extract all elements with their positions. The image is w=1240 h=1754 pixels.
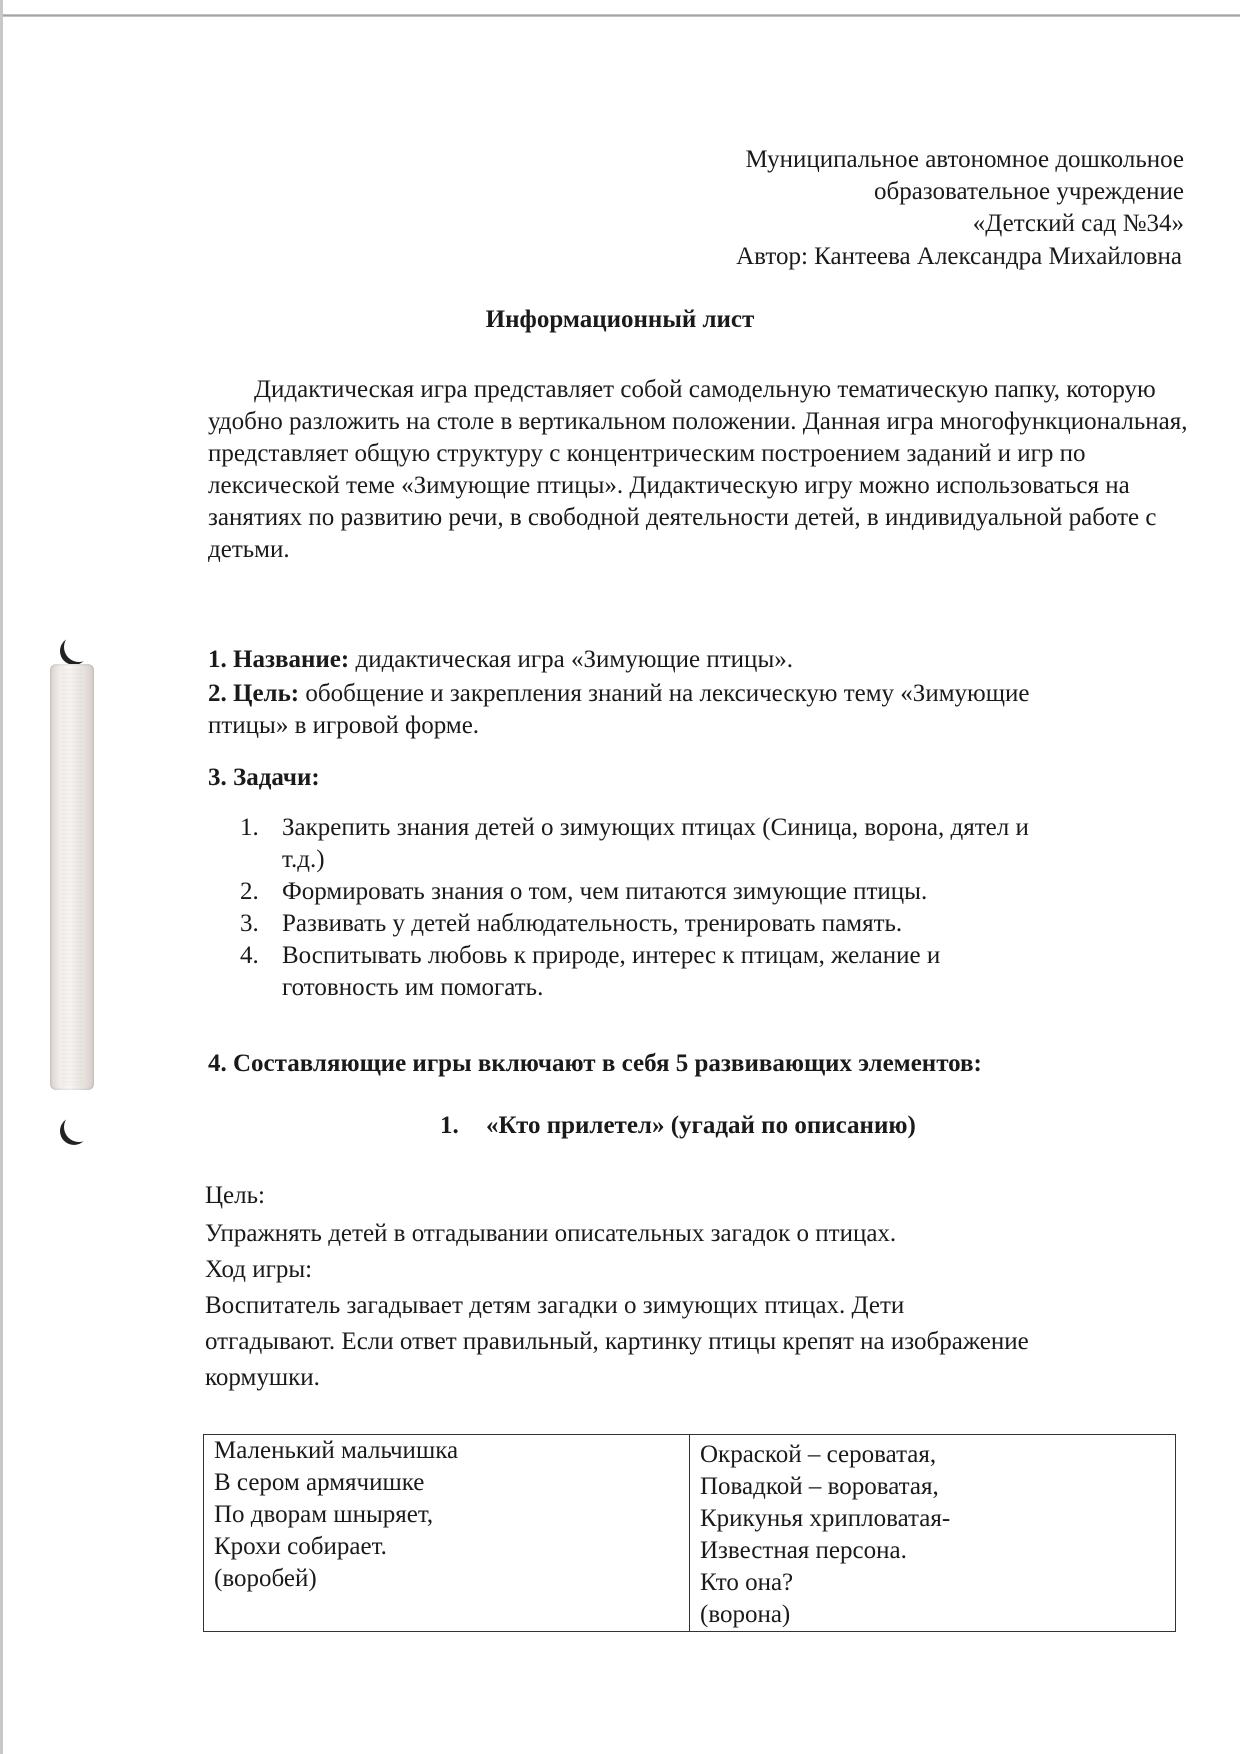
riddle-line: Известная персона. [700, 1537, 907, 1564]
goal-section [208, 678, 1029, 710]
tasks-label [208, 762, 320, 794]
org-line-2: образовательное учреждение [873, 178, 1184, 205]
riddle-answer: (ворона) [700, 1601, 791, 1628]
goal-label: 2. Цель: [208, 680, 300, 707]
list-item [240, 812, 1180, 876]
goal-value-line2: птицы» в игровой форме. [208, 712, 480, 739]
game-goal-label: Цель: [205, 1182, 265, 1209]
components-label: 4. Составляющие игры включают в себя 5 развивающих элементов: [208, 1050, 982, 1077]
riddle-cell-right [690, 1435, 1176, 1632]
name-section [208, 644, 793, 676]
list-item-text: Закрепить знания детей о зимующих птицах (Синица, ворона, дятел и [282, 814, 1029, 841]
list-item-text: Формировать знания о том, чем питаются зимующие птицы. [282, 878, 928, 905]
intro-text: Дидактическая игра представляет собой самодельную тематическую папку, которую удобно разложить на столе в вертикальном положении. Данная игра многофункциональная, представляет общую структуру с концентрическим построением заданий и игр по лексической теме «Зимующие птицы». Дидактическую игру можно использоваться на занятиях по развитию речи, в свободной деятельности детей, в индивидуальной работе с детьми. [208, 376, 1188, 563]
table-row [204, 1435, 1176, 1632]
list-item-text-cont: т.д.) [282, 846, 325, 873]
intro-paragraph [208, 374, 1188, 566]
list-item-text-cont: готовность им помогать. [282, 974, 544, 1001]
riddle-line: Крикунья хрипловатая- [700, 1505, 951, 1532]
list-item-number: 4. [240, 942, 259, 969]
riddle-cell-left [204, 1435, 690, 1632]
name-label: 1. Название: [208, 646, 350, 673]
riddle-answer: (воробей) [214, 1565, 317, 1592]
list-item-text: Развивать у детей наблюдательность, тренировать память. [282, 910, 903, 937]
game-1-number: 1. [440, 1112, 459, 1139]
game-process-line1: Воспитатель загадывает детям загадки о зимующих птицах. Дети [205, 1292, 905, 1319]
list-item [240, 876, 1180, 908]
riddle-line: Повадкой – вороватая, [700, 1473, 939, 1500]
name-value: дидактическая игра «Зимующие птицы». [349, 646, 793, 673]
author-line: Автор: Кантеева Александра Михайловна [736, 243, 1182, 270]
game-1-name: «Кто прилетел» (угадай по описанию) [486, 1112, 916, 1139]
game-process-line2: отгадывают. Если ответ правильный, картинку птицы крепят на изображение [205, 1328, 1029, 1355]
org-line-1: Муниципальное автономное дошкольное [745, 146, 1184, 173]
page-title: Информационный лист [485, 306, 755, 333]
riddle-line: Окраской – сероватая, [700, 1441, 937, 1468]
list-item [240, 908, 1180, 940]
tasks-label-text: 3. Задачи: [208, 764, 320, 791]
goal-value-line1: обобщение и закрепления знаний на лексическую тему «Зимующие [299, 680, 1030, 707]
tasks-list [240, 812, 1180, 1004]
list-item-number: 2. [240, 878, 259, 905]
list-item-number: 1. [240, 814, 259, 841]
game-process-label: Ход игры: [205, 1256, 313, 1283]
game-1-title [440, 1110, 916, 1142]
list-item-text: Воспитывать любовь к природе, интерес к птицам, желание и [282, 942, 941, 969]
riddle-line: Маленький мальчишка [214, 1437, 459, 1464]
riddles-table [203, 1434, 1176, 1632]
riddle-line: По дворам шныряет, [214, 1501, 434, 1528]
riddle-line: В сером армячишке [214, 1469, 425, 1496]
game-process-line3: кормушки. [205, 1364, 320, 1391]
list-item [240, 940, 1180, 1004]
riddle-line: Кто она? [700, 1569, 794, 1596]
game-goal-text: Упражнять детей в отгадывании описательных загадок о птицах. [205, 1220, 897, 1247]
org-line-3: «Детский сад №34» [972, 210, 1184, 237]
riddle-line: Крохи собирает. [214, 1533, 387, 1560]
components-heading [208, 1048, 982, 1080]
list-item-number: 3. [240, 910, 259, 937]
